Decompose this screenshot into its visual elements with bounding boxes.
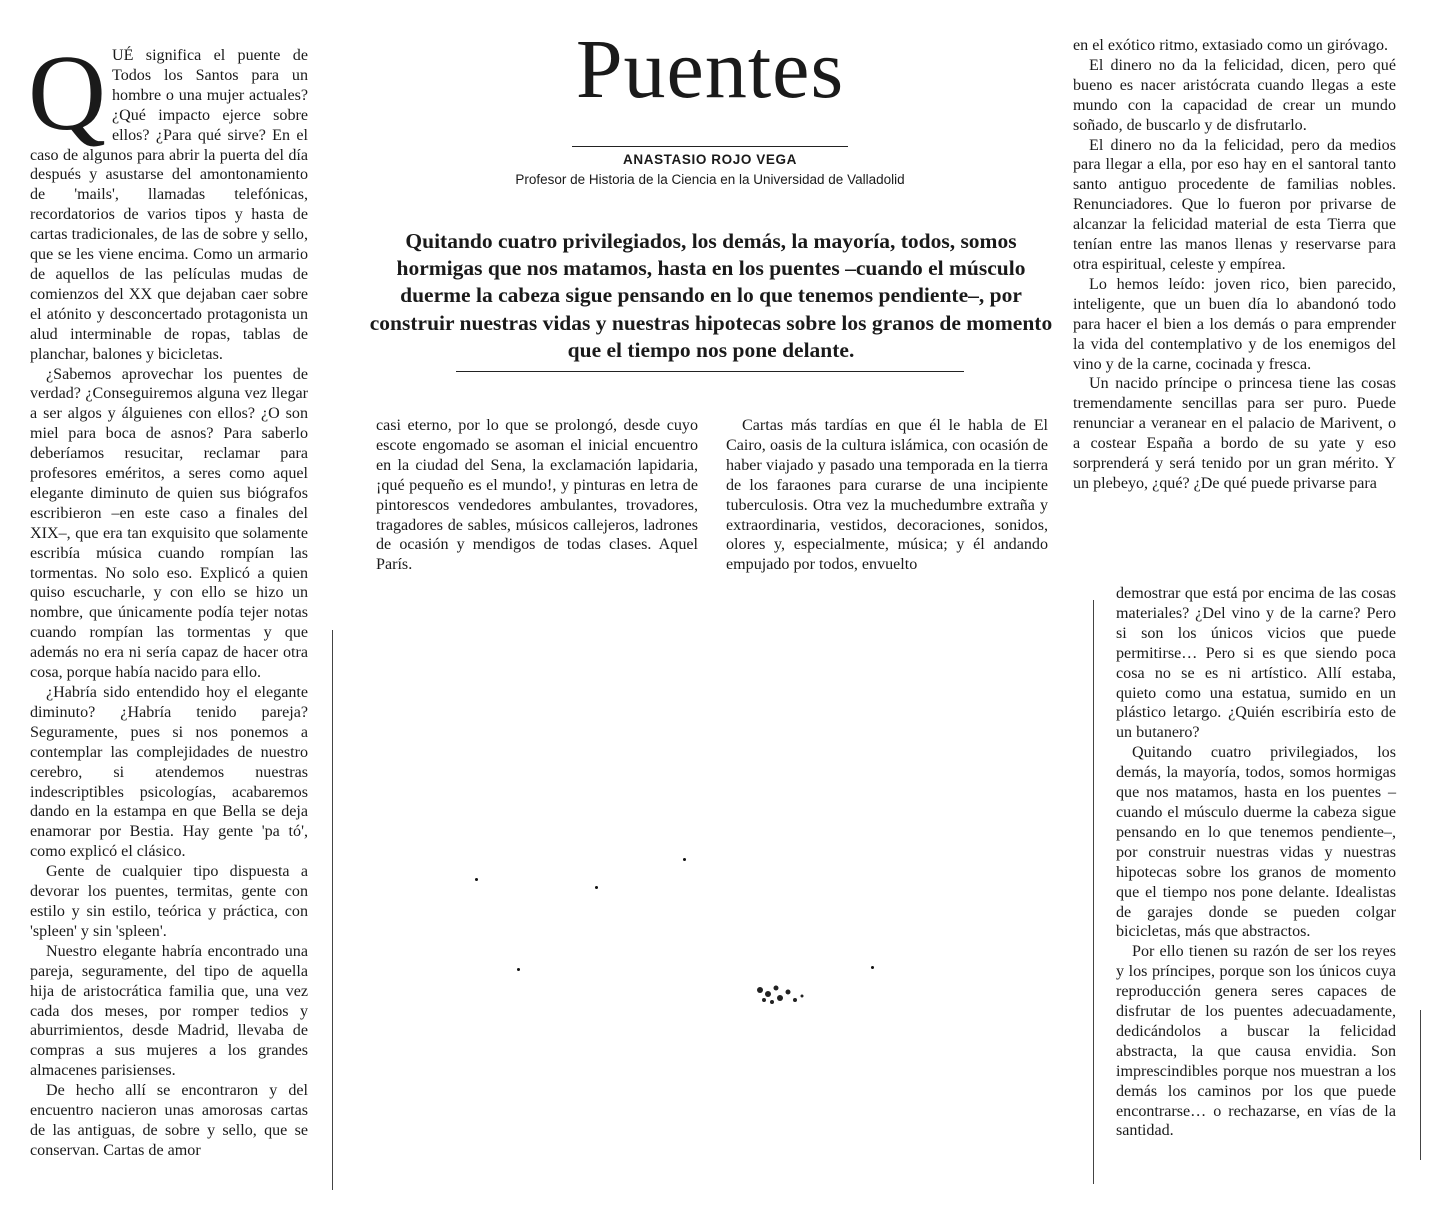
pull-quote: Quitando cuatro privilegiados, los demás, la mayoría, todos, somos hormigas que nos matamos, hasta en los puentes –cuando el músculo duerme la cabeza sigue pensando en lo que tenemos pendiente–, por construir nuestras vidas y nuestras hipotecas sobre los granos de momento que el tiempo nos pone delante. <box>369 229 1053 362</box>
column-2 <box>376 416 698 575</box>
paragraph: El dinero no da la felicidad, dicen, pero qué bueno es nacer aristócrata cuando llegas a este mundo con la capacidad de crear un mundo soñado, de buscarlo y de disfrutarlo. <box>1073 56 1396 134</box>
paragraph: en el exótico ritmo, extasiado como un giróvago. <box>1073 37 1389 54</box>
paragraph: QUÉ significa el puente de Todos los Santos para un hombre o una mujer actuales? ¿Qué impacto ejerce sobre ellos? ¿Para qué sirve? En el caso de algunos para abrir la puerta del día después y asustarse del amontonamiento de 'mails', llamadas telefónicas, recordatorios de varios tipos y hasta de cartas tradicionales, de las de sobre y sello, que se les viene encima. Como un armario de aquellos de las películas mudas de comienzos del XX que dejaban caer sobre el atónito y desconcertado protagonista un alud interminable de ropas, tablas de planchar, balones y bicicletas. <box>28 34 308 363</box>
scan-speck <box>517 968 520 971</box>
drop-cap: Q <box>28 34 106 153</box>
scan-speck <box>683 858 686 861</box>
scan-speck <box>595 886 598 889</box>
article-title: Puentes <box>575 23 845 116</box>
column-3 <box>726 416 1048 575</box>
paragraph: Gente de cualquier tipo dispuesta a devorar los puentes, termitas, gente con estilo y sin estilo, teórica y práctica, con 'spleen' y sin 'spleen'. <box>30 863 308 940</box>
paragraph: Un nacido príncipe o princesa tiene las cosas tremendamente sencillas para ser puro. Puede renunciar a veranear en el palacio de Marivent, o a costear España a bordo de su yate y eso sorprenderá y será tenido por un gran mérito. Y un plebeyo, ¿qué? ¿De qué puede privarse para <box>1073 375 1396 492</box>
column-divider <box>1093 600 1094 1184</box>
column-1 <box>28 34 308 1161</box>
paragraph: demostrar que está por encima de las cosas materiales? ¿Del vino y de la carne? Pero si son los únicos vicios que puede permitirse… Pero si es que siendo poca cosa no se es ni artístico. Allí estaba, quieto como una estatua, sumido en un plástico letargo. ¿Quién escribiría esto de un butanero? <box>1116 585 1396 742</box>
pull-quote-rule <box>456 371 964 372</box>
paragraph: Nuestro elegante habría encontrado una pareja, seguramente, del tipo de aquella hija de aristocrática familia que, una vez cada dos meses, por romper tedios y aburrimientos, desde Madrid, llevaba de compras a sus mujeres a los grandes almacenes parisienses. <box>30 942 308 1080</box>
paragraph: Cartas más tardías en que él le habla de El Cairo, oasis de la cultura islámica, con ocasión de haber viajado y pasado una temporada en la tierra de los faraones para curarse de una incipiente tuberculosis. Otra vez la muchedumbre extraña y extraordinaria, vestidos, decoraciones, sonidos, olores y, especialmente, música; y él andando empujado por todos, envuelto <box>726 417 1048 574</box>
scan-speck <box>475 878 478 881</box>
title-rule <box>572 146 848 147</box>
author-affiliation: Profesor de Historia de la Ciencia en la Universidad de Valladolid <box>515 172 905 187</box>
paragraph: Por ello tienen su razón de ser los reyes y los príncipes, porque son los únicos cuya reproducción genera seres capaces de disfrutar de los puentes adecuadamente, dedicándolos a buscar la felicidad abstracta, la que causa envidia. Son imprescindibles porque nos muestran a los demás los caminos por los que puede encontrarse… o rechazarse, en vías de la santidad. <box>1116 943 1396 1140</box>
column-4 <box>1073 36 1396 494</box>
paragraph: ¿Sabemos aprovechar los puentes de verdad? ¿Conseguiremos alguna vez llegar a ser algos y álguienes con ellos? ¿O son miel para boca de asnos? Para saberlo deberíamos resucitar, reclamar para profesores eméritos, a seres como aquel elegante diminuto de quien sus biógrafos escribieron –en este caso a finales del XIX–, que era tan exquisito que solamente escribía música cuando rompían las tormentas. No solo eso. Explicó a quien quiso escucharle, y con ello se hizo un nombre, que únicamente podía tejer notas cuando rompían las tormentas y que además no era ni sería capaz de hacer otra cosa, porque había nacido para ello. <box>30 365 308 682</box>
paragraph: Lo hemos leído: joven rico, bien parecido, inteligente, que un buen día lo abandonó todo para hacer el bien a los demás o para emprender la vida del contemplativo y de los enemigos del vino y de la carne, cocinada y fresca. <box>1073 275 1396 373</box>
paragraph: Quitando cuatro privilegiados, los demás, la mayoría, todos, somos hormigas que nos matamos, hasta en los puentes –cuando el músculo duerme la cabeza sigue pensando en lo que tenemos pendiente–, por construir nuestras vidas y nuestras hipotecas sobre los granos de momento que el tiempo nos pone delante. Idealistas de garajes donde se pueden colgar bicicletas, más que abstractos. <box>1116 744 1396 941</box>
column-5 <box>1116 584 1396 1141</box>
author-name: ANASTASIO ROJO VEGA <box>623 152 797 167</box>
paragraph: De hecho allí se encontraron y del encuentro nacieron unas amorosas cartas de las antiguas, de sobre y sello, que se conservan. Cartas de amor <box>30 1082 308 1159</box>
column-divider <box>332 630 333 1190</box>
column-divider <box>1420 1010 1421 1160</box>
paragraph: El dinero no da la felicidad, pero da medios para llegar a ella, por eso hay en el santoral tanto santo antiguo procedente de familias nobles. Renunciadores. Que lo fueron por privarse de alcanzar la felicidad material de esta Tierra que tenían entre las manos llenas y reservarse para otra espiritual, celeste y empírea. <box>1073 136 1396 273</box>
scan-speck <box>871 966 874 969</box>
paragraph: ¿Habría sido entendido hoy el elegante diminuto? ¿Habría tenido pareja? Seguramente, pues si nos ponemos a contemplar las complejidades de nuestro cerebro, si atendemos nuestras indescriptibles psicologías, acabaremos dando en la estampa en que Bella se deja enamorar por Bestia. Hay gente 'pa tó', como explicó el clásico. <box>30 684 308 861</box>
scan-smudge <box>750 980 810 1010</box>
paragraph: casi eterno, por lo que se prolongó, desde cuyo escote engomado se asoman el inicial encuentro en la ciudad del Sena, la exclamación lapidaria, ¡qué pequeño es el mundo!, y pinturas en letra de pintorescos vendedores ambulantes, trovadores, tragadores de sables, músicos callejeros, ladrones de ocasión y mendigos de todas clases. Aquel París. <box>376 417 698 574</box>
